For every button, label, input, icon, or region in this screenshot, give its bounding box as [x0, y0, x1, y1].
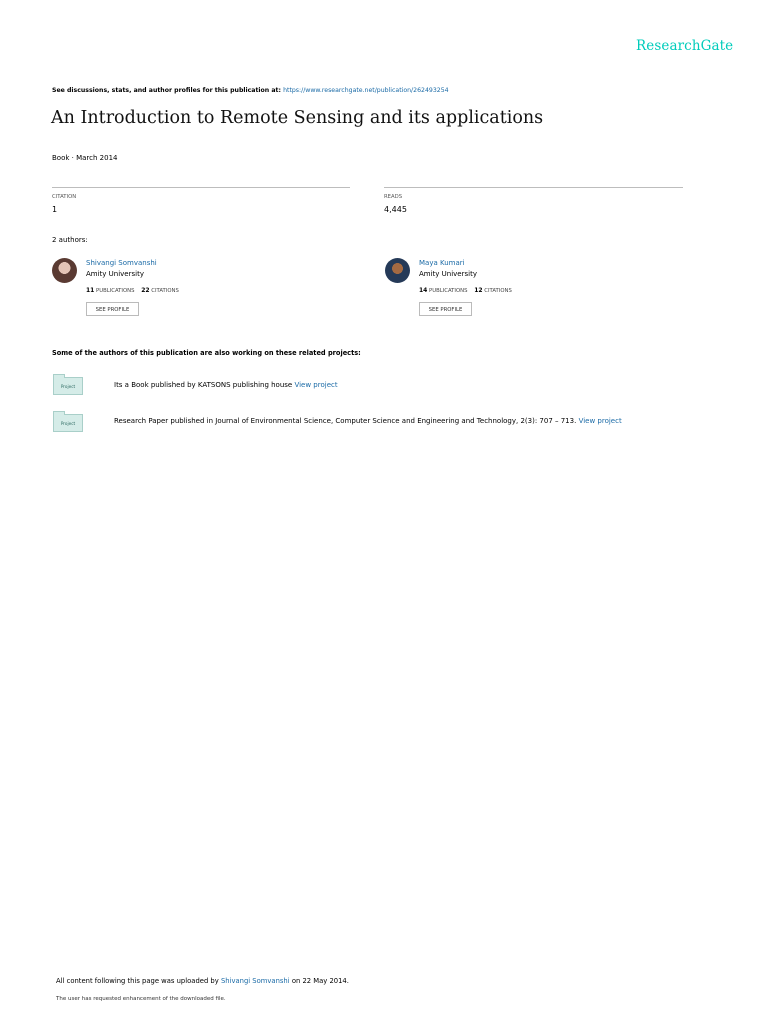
- project-folder-icon[interactable]: [53, 377, 83, 395]
- author-avatar[interactable]: [52, 258, 77, 283]
- project-icon-label: Project: [60, 384, 76, 389]
- citations-count: 12: [474, 287, 483, 294]
- see-profile-button[interactable]: SEE PROFILE: [86, 302, 139, 316]
- citations-label: CITATIONS: [151, 288, 179, 294]
- project-folder-icon[interactable]: [53, 414, 83, 432]
- view-project-link[interactable]: View project: [294, 381, 338, 389]
- project-icon-label: Project: [60, 421, 76, 426]
- upload-prefix: All content following this page was uploaded by: [56, 977, 219, 985]
- reads-label: READS: [384, 194, 403, 200]
- citation-divider: [52, 187, 350, 188]
- citations-label: CITATIONS: [484, 288, 512, 294]
- author-name-link[interactable]: Shivangi Somvanshi: [86, 259, 157, 267]
- authors-heading: 2 authors:: [52, 236, 88, 244]
- publication-url-link[interactable]: https://www.researchgate.net/publication/262493254: [283, 87, 449, 94]
- see-profile-button[interactable]: SEE PROFILE: [419, 302, 472, 316]
- uploader-link[interactable]: Shivangi Somvanshi: [220, 977, 290, 985]
- enhancement-note: The user has requested enhancement of the downloaded file.: [56, 996, 226, 1002]
- project-item: [114, 381, 338, 389]
- author-avatar[interactable]: [385, 258, 410, 283]
- view-project-link[interactable]: View project: [578, 417, 622, 425]
- citation-value: 1: [52, 205, 58, 214]
- publication-title: An Introduction to Remote Sensing and its applications: [51, 108, 544, 128]
- discussion-lead: See discussions, stats, and author profiles for this publication at:: [52, 87, 281, 94]
- project-item: [114, 417, 622, 425]
- publications-count: 11: [86, 287, 95, 294]
- project-text: Its a Book published by KATSONS publishing house: [114, 381, 293, 389]
- reads-value: 4,445: [384, 205, 407, 214]
- author-affiliation: Amity University: [86, 270, 144, 278]
- reads-divider: [384, 187, 683, 188]
- project-text: Research Paper published in Journal of Environmental Science, Computer Science and Engineering and Technology, 2(3): 707 – 713.: [114, 417, 577, 425]
- upload-info: [56, 977, 349, 985]
- publication-meta: Book · March 2014: [52, 154, 118, 162]
- related-projects-heading: Some of the authors of this publication are also working on these related projects:: [52, 349, 361, 357]
- upload-suffix: on 22 May 2014.: [291, 977, 349, 985]
- discussion-line: [52, 87, 449, 94]
- publications-label: PUBLICATIONS: [96, 288, 135, 294]
- citation-label: CITATION: [52, 194, 77, 200]
- author-name-link[interactable]: Maya Kumari: [419, 259, 465, 267]
- publications-count: 14: [419, 287, 428, 294]
- citations-count: 22: [141, 287, 150, 294]
- publications-label: PUBLICATIONS: [429, 288, 468, 294]
- author-affiliation: Amity University: [419, 270, 477, 278]
- researchgate-logo[interactable]: ResearchGate: [636, 38, 734, 54]
- author-stats: [419, 287, 512, 294]
- author-stats: [86, 287, 179, 294]
